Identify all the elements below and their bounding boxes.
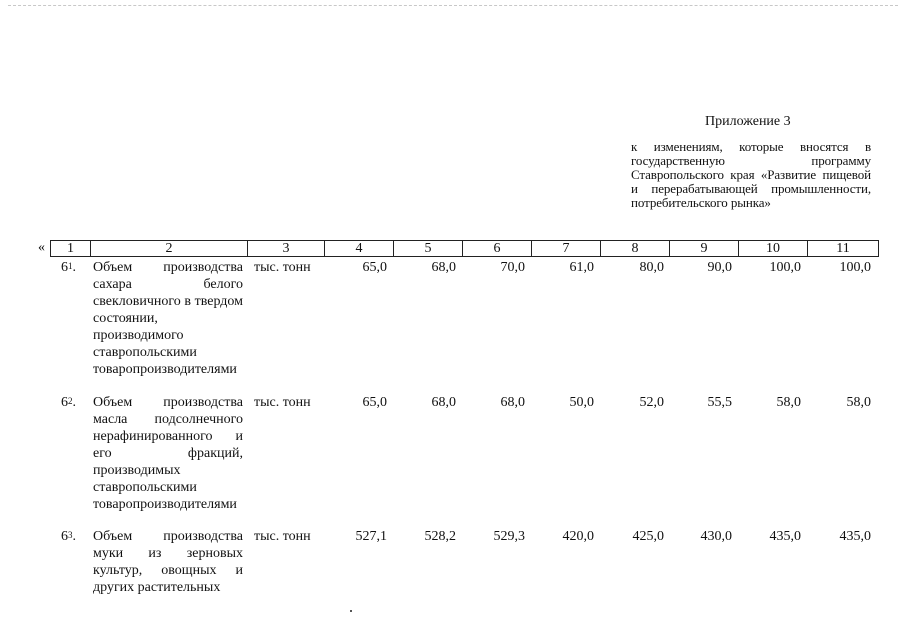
scan-artifact-line [8,5,898,6]
value-cell: 529,3 [493,529,525,544]
value-cell: 435,0 [839,529,871,544]
appendix-title: Приложение 3 [705,114,791,129]
value-cell: 61,0 [569,260,594,275]
unit-of-measure: тыс. тонн [254,395,311,410]
value-cell: 435,0 [769,529,801,544]
column-number: 11 [808,241,879,257]
value-cell: 100,0 [769,260,801,275]
row-number: $6^1$. [61,260,76,275]
row-number: $6^2$. [61,395,76,410]
column-number: 7 [532,241,601,257]
value-cell: 425,0 [632,529,664,544]
unit-of-measure: тыс. тонн [254,260,311,275]
value-cell: 528,2 [424,529,456,544]
value-cell: 50,0 [569,395,594,410]
column-number: 4 [325,241,394,257]
value-cell: 65,0 [362,395,387,410]
indicator-name: Объем производства сахара белого свекловичного в твердом состоянии, производимого ставропольскими товаропроизводителями [93,260,243,377]
value-cell: 68,0 [500,395,525,410]
value-cell: 70,0 [500,260,525,275]
value-cell: 430,0 [700,529,732,544]
row-number: $6^3$. [61,529,76,544]
value-cell: 68,0 [431,260,456,275]
unit-of-measure: тыс. тонн [254,529,311,544]
appendix-text: к изменениям, которые вносятся в государственную программу Ставропольского края «Развитие пищевой и перерабатывающей промышленности, потребительского рынка» [631,139,871,210]
value-cell: 100,0 [839,260,871,275]
value-cell: 55,5 [707,395,732,410]
value-cell: 420,0 [562,529,594,544]
value-cell: 527,1 [355,529,387,544]
column-number: 10 [739,241,808,257]
value-cell: 68,0 [431,395,456,410]
column-number: 1 [51,241,91,257]
value-cell: 52,0 [639,395,664,410]
value-cell: 80,0 [639,260,664,275]
indicator-name: Объем производства масла подсолнечного нерафинированного и его фракций, производимых ставропольскими товаропроизводителями [93,395,243,512]
column-number: 2 [91,241,248,257]
value-cell: 58,0 [846,395,871,410]
column-number: 8 [601,241,670,257]
column-number-header [50,240,879,257]
scan-speck [350,610,352,612]
value-cell: 90,0 [707,260,732,275]
indicator-name: Объем производства муки из зерновых культур, овощных и других растительных [93,529,243,595]
value-cell: 65,0 [362,260,387,275]
column-number: 6 [463,241,532,257]
column-number: 5 [394,241,463,257]
column-number: 3 [248,241,325,257]
value-cell: 58,0 [776,395,801,410]
opening-quote: « [38,240,45,255]
column-number: 9 [670,241,739,257]
